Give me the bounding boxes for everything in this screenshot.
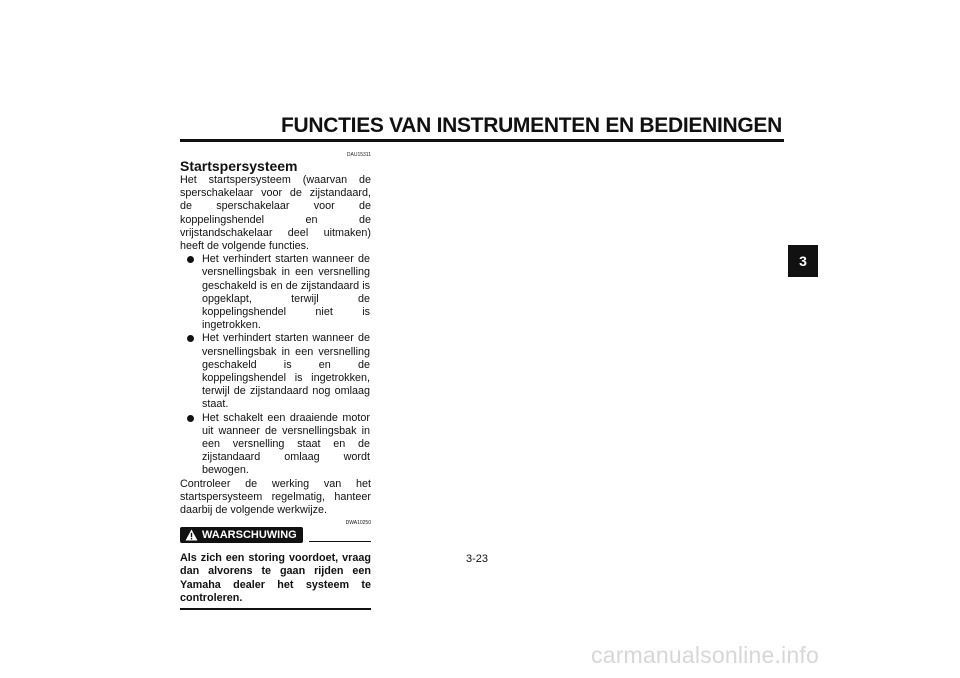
- list-item-text: Het verhindert starten wanneer de versnellingsbak in een versnelling geschakeld is en de koppelingshendel is ingetrokken, terwijl de zijstandaard nog omlaag staat.: [202, 332, 370, 411]
- list-item: [180, 412, 371, 478]
- header-rule: [180, 139, 784, 142]
- warning-rule: [309, 541, 371, 542]
- warning-header: [180, 527, 371, 543]
- list-item: [180, 332, 371, 411]
- warning-triangle-icon: [185, 529, 198, 541]
- section-title: Startspersysteem: [180, 158, 298, 174]
- main-column: [180, 152, 371, 610]
- bullet-icon: [187, 415, 194, 422]
- list-item-text: Het verhindert starten wanneer de versnellingsbak in een versnelling geschakeld is en de zijstandaard is opgeklapt, terwijl de koppelingshendel niet is ingetrokken.: [202, 253, 370, 332]
- bullet-icon: [187, 335, 194, 342]
- bullet-icon: [187, 256, 194, 263]
- warning-text: Als zich een storing voordoet, vraag dan alvorens te gaan rijden een Yamaha dealer het systeem te controleren.: [180, 552, 371, 610]
- warning-badge: [180, 527, 303, 543]
- intro-paragraph: Het startspersysteem (waarvan de sperschakelaar voor de zijstandaard, de sperschakelaar voor de koppelingshendel en de vrijstandschakelaar deel uitmaken) heeft de volgende functies.: [180, 174, 371, 253]
- chapter-tab: 3: [788, 245, 818, 277]
- section-code: DAU15311: [346, 152, 371, 158]
- list-item: [180, 253, 371, 332]
- page-header-title: FUNCTIES VAN INSTRUMENTEN EN BEDIENINGEN: [281, 114, 782, 137]
- watermark: carmanualsonline.info: [591, 642, 819, 668]
- warning-code: DWA10250: [345, 520, 371, 527]
- list-item-text: Het schakelt een draaiende motor uit wanneer de versnellingsbak in een versnelling staat en de zijstandaard omlaag wordt bewogen.: [202, 411, 370, 477]
- warning-label: WAARSCHUWING: [202, 528, 297, 541]
- outro-paragraph: Controleer de werking van het startspersysteem regelmatig, hanteer daarbij de volgende werkwijze.: [180, 477, 371, 517]
- function-list: [180, 253, 371, 477]
- page-number: 3-23: [466, 553, 489, 565]
